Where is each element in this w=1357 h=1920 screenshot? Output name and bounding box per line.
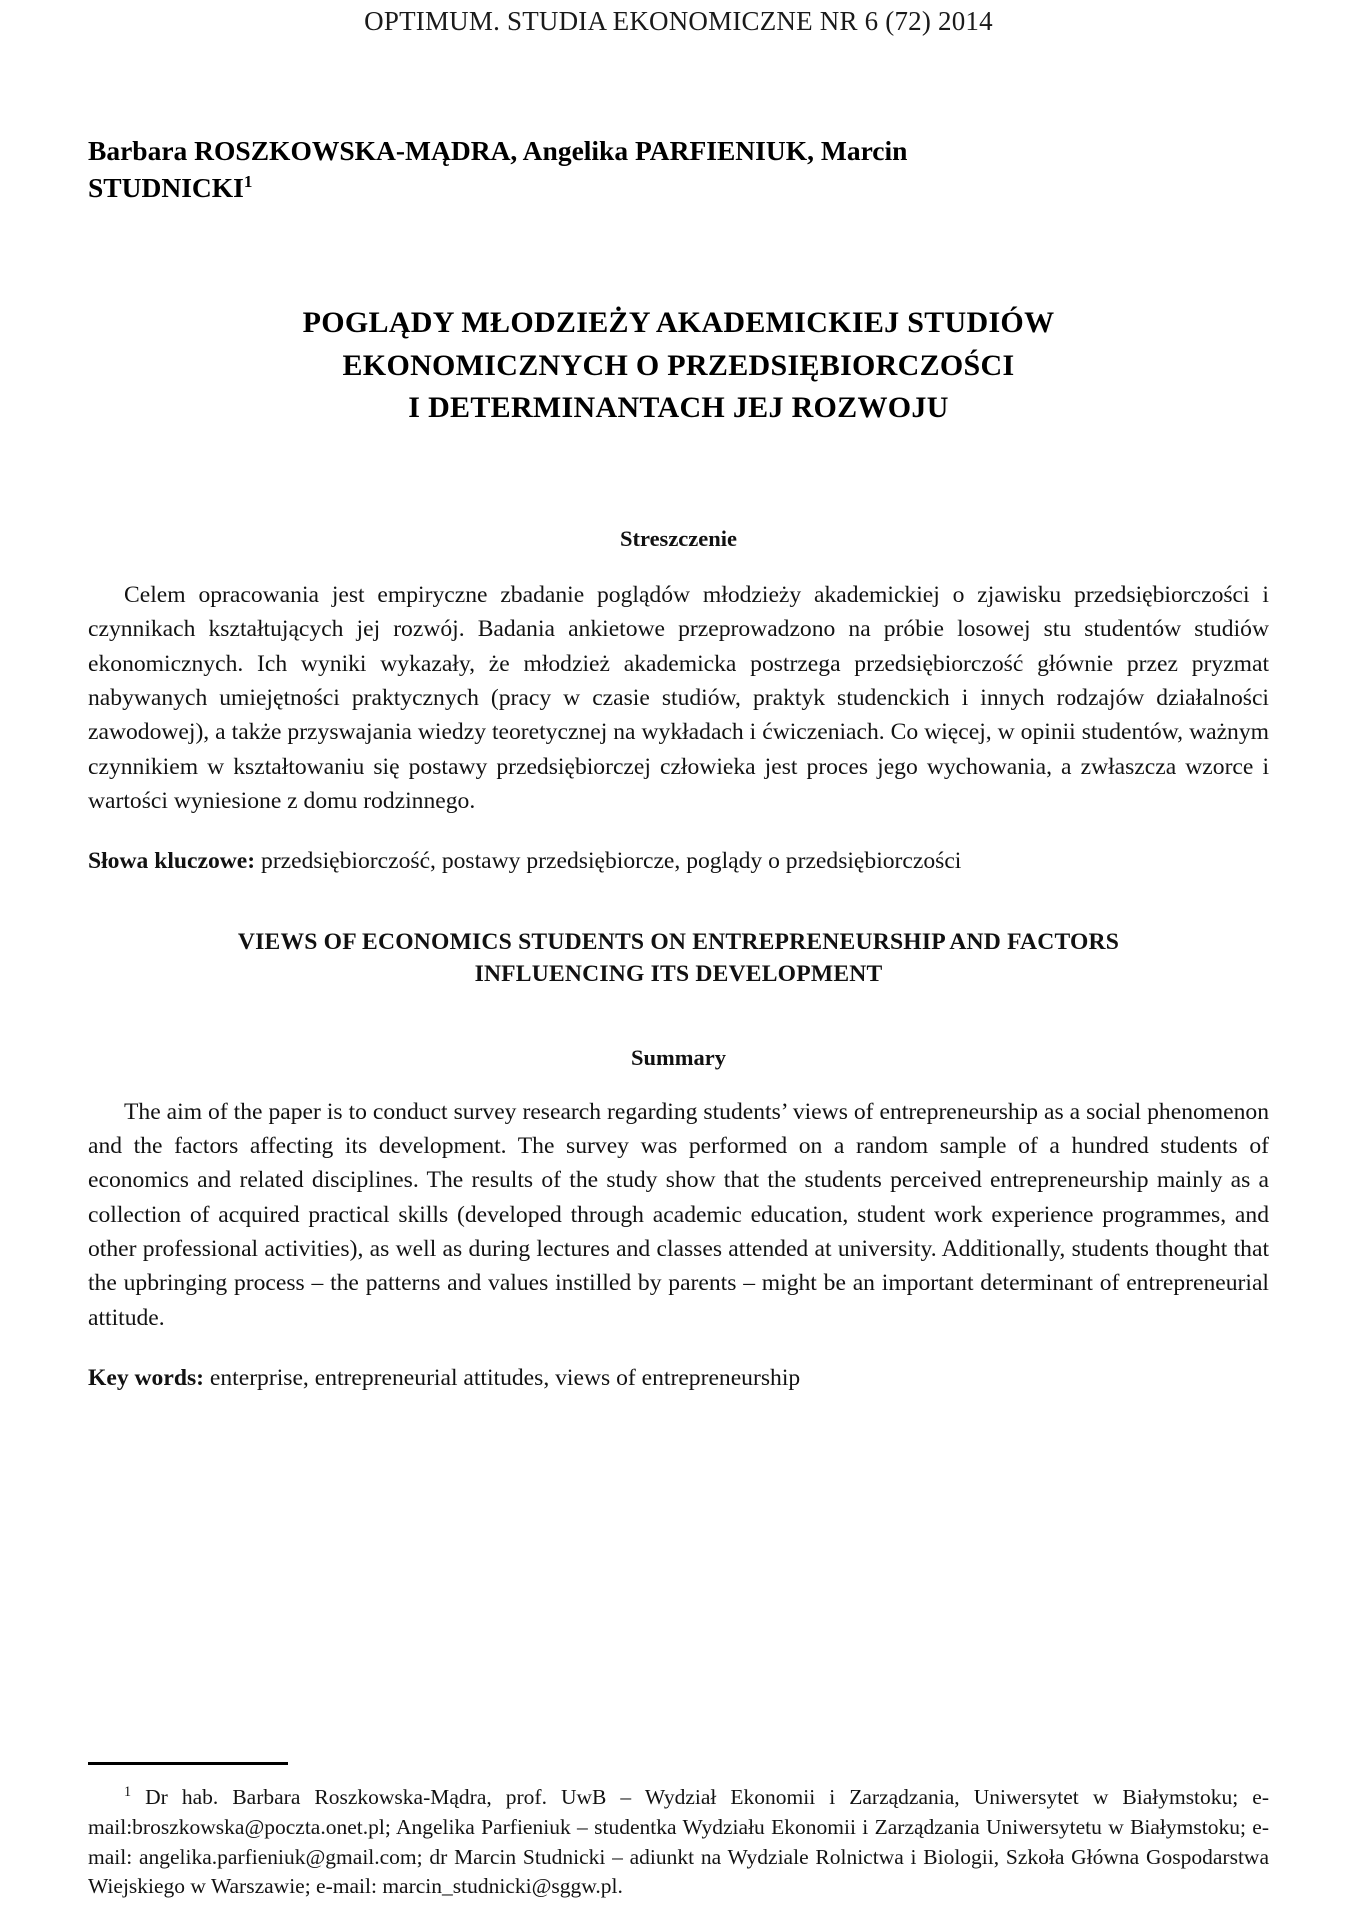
- keywords-pl-value: przedsiębiorczość, postawy przedsiębiorcze, poglądy o przedsiębiorczości: [261, 848, 962, 875]
- author-line-1: Barbara ROSZKOWSKA-MĄDRA, Angelika PARFIENIUK, Marcin: [88, 135, 908, 166]
- author-footnote-marker: 1: [243, 171, 253, 191]
- page-title: [88, 302, 1269, 430]
- title-line-2: EKONOMICZNYCH O PRZEDSIĘBIORCZOŚCI: [342, 348, 1015, 382]
- footnote-marker: 1: [124, 1784, 132, 1801]
- title-line-1: POGLĄDY MŁODZIEŻY AKADEMICKIEJ STUDIÓW: [302, 306, 1055, 340]
- footnote-affiliation: [88, 1783, 1269, 1902]
- author-line-2: STUDNICKI: [88, 171, 244, 203]
- running-head: OPTIMUM. STUDIA EKONOMICZNE NR 6 (72) 2014: [364, 6, 993, 36]
- abstract-pl-body: Celem opracowania jest empiryczne zbadanie poglądów młodzieży akademickiej o zjawisku przedsiębiorczości i czynnikach kształtujących jej rozwój. Badania ankietowe przeprowadzono na próbie losowej stu studentów studiów ekonomicznych. Ich wyniki wykazały, że młodzież akademicka postrzega przedsiębiorczość głównie przez pryzmat nabywanych umiejętności praktycznych (pracy w czasie studiów, praktyk studenckich i innych rodzajów działalności zawodowej), a także przyswajania wiedzy teoretycznej na wykładach i ćwiczeniach. Co więcej, w opinii studentów, ważnym czynnikiem w kształtowaniu się postawy przedsiębiorczej człowieka jest proces jego wychowania, a zwłaszcza wzorce i wartości wyniesione z domu rodzinnego.: [88, 581, 1269, 814]
- title-en-line-2: INFLUENCING ITS DEVELOPMENT: [474, 961, 883, 988]
- abstract-en-body: The aim of the paper is to conduct survey research regarding students’ views of entrepreneurship as a social phenomenon and the factors affecting its development. The survey was performed on a random sample of a hundred students of economics and related disciplines. The results of the study show that the students perceived entrepreneurship mainly as a collection of acquired practical skills (developed through academic education, student work experience programmes, and other professional activities), as well as during lectures and classes attended at university. Additionally, students thought that the upbringing process – the patterns and values instilled by parents – might be an important determinant of entrepreneurial attitude.: [88, 1098, 1269, 1331]
- footnote-body: Dr hab. Barbara Roszkowska-Mądra, prof. UwB – Wydział Ekonomii i Zarządzania, Uniwersytet w Białymstoku; e-mail:broszkowska@poczta.onet.pl; Angelika Parfieniuk – studentka Wydziału Ekonomii i Zarządzania Uniwersytetu w Białymstoku; e-mail: angelika.parfieniuk@gmail.com; dr Marcin Studnicki – adiunkt na Wydziale Rolnictwa i Biologii, Szkoła Główna Gospodarstwa Wiejskiego w Warszawie; e-mail: marcin_studnicki@sggw.pl.: [88, 1785, 1269, 1899]
- keywords-pl: [88, 844, 1269, 878]
- keywords-en-label: Key words:: [88, 1364, 204, 1391]
- page-title-en: [88, 926, 1269, 990]
- title-line-3: I DETERMINANTACH JEJ ROZWOJU: [408, 391, 949, 425]
- footnote-separator-rule: [88, 1762, 288, 1765]
- keywords-en: [88, 1361, 1269, 1395]
- footnote-area: [88, 1762, 1269, 1902]
- author-list: [88, 133, 1269, 206]
- keywords-en-value: enterprise, entrepreneurial attitudes, views of entrepreneurship: [209, 1364, 801, 1391]
- title-en-line-1: VIEWS OF ECONOMICS STUDENTS ON ENTREPRENEURSHIP AND FACTORS: [237, 929, 1120, 956]
- keywords-pl-label: Słowa kluczowe:: [88, 848, 256, 875]
- abstract-pl-heading: Streszczenie: [619, 525, 738, 551]
- abstract-en-heading: Summary: [631, 1044, 726, 1070]
